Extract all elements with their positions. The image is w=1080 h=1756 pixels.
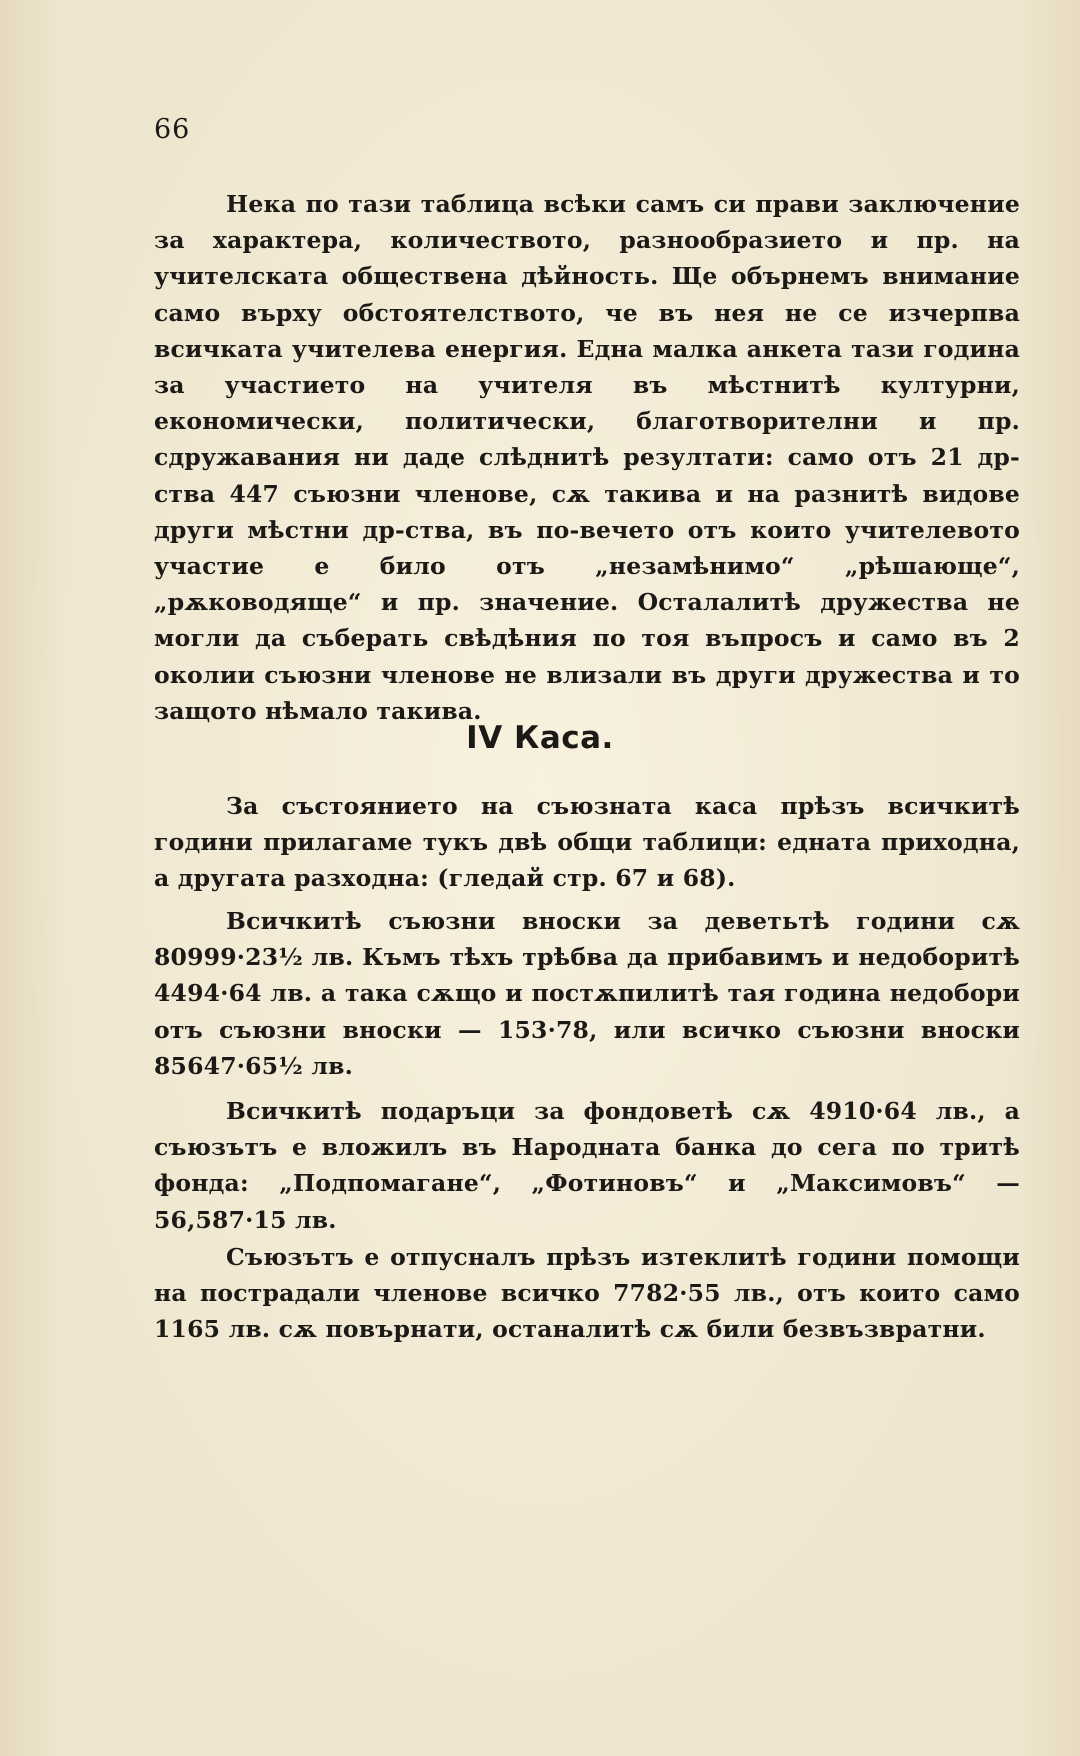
paragraph-membership-dues: Всичкитѣ съюзни вноски за деветьтѣ години сѫ 80999·23½ лв. Къмъ тѣхъ трѣбва да прибавимъ и недоборитѣ 4494·64 лв. а така сѫщо и постѫпилитѣ тая година недобори отъ съюзни вноски — 153·78, или всичко съюзни вноски 85647·65½ лв.: [154, 907, 1020, 1080]
paragraph-member-aid: Съюзътъ е отпусналъ прѣзъ изтеклитѣ години помощи на пострадали членове всичко 7782·55 лв., отъ които само 1165 лв. сѫ повърнати, останалитѣ сѫ били безвъзвратни.: [154, 1243, 1020, 1344]
section-heading: IV Каса.: [466, 720, 614, 756]
paragraph-fund-tables: За състоянието на съюзната каса прѣзъ всичкитѣ години прилагаме тукъ двѣ общи таблици: едната приходна, а другата разходна: (гледай стр. 67 и 68).: [154, 792, 1020, 893]
page-number: 66: [154, 114, 191, 145]
paragraph-fund-gifts: Всичкитѣ подаръци за фондоветѣ сѫ 4910·64 лв., а съюзътъ е вложилъ въ Народната банка до сега по тритѣ фонда: „Подпомагане“, „Фотиновъ“ и „Максимовъ“ — 56,587·15 лв.: [154, 1097, 1020, 1234]
paragraph-teacher-activity: Нека по тази таблица всѣки самъ си прави заключение за характера, количеството, разнообразието и пр. на учителската обществена дѣйность. Ще обърнемъ внимание само върху обстоятелството, че въ нея не се изчерпва всичката учителева енергия. Една малка анкета тази година за участието на учителя въ мѣстнитѣ културни, економически, политически, благотворителни и пр. сдружавания ни даде слѣднитѣ резултати: само отъ 21 др-ства 447 съюзни членове, сѫ такива и на разнитѣ видове други мѣстни др-ства, въ по-вечето отъ които учителевото участие е било отъ „незамѣнимо“ „рѣшающе“, „рѫководяще“ и пр. значение. Осталалитѣ дружества не могли да съберать свѣдѣния по тоя въпросъ и само въ 2 околии съюзни членове не влизали въ други дружества и то защото нѣмало такива.: [154, 190, 1020, 725]
